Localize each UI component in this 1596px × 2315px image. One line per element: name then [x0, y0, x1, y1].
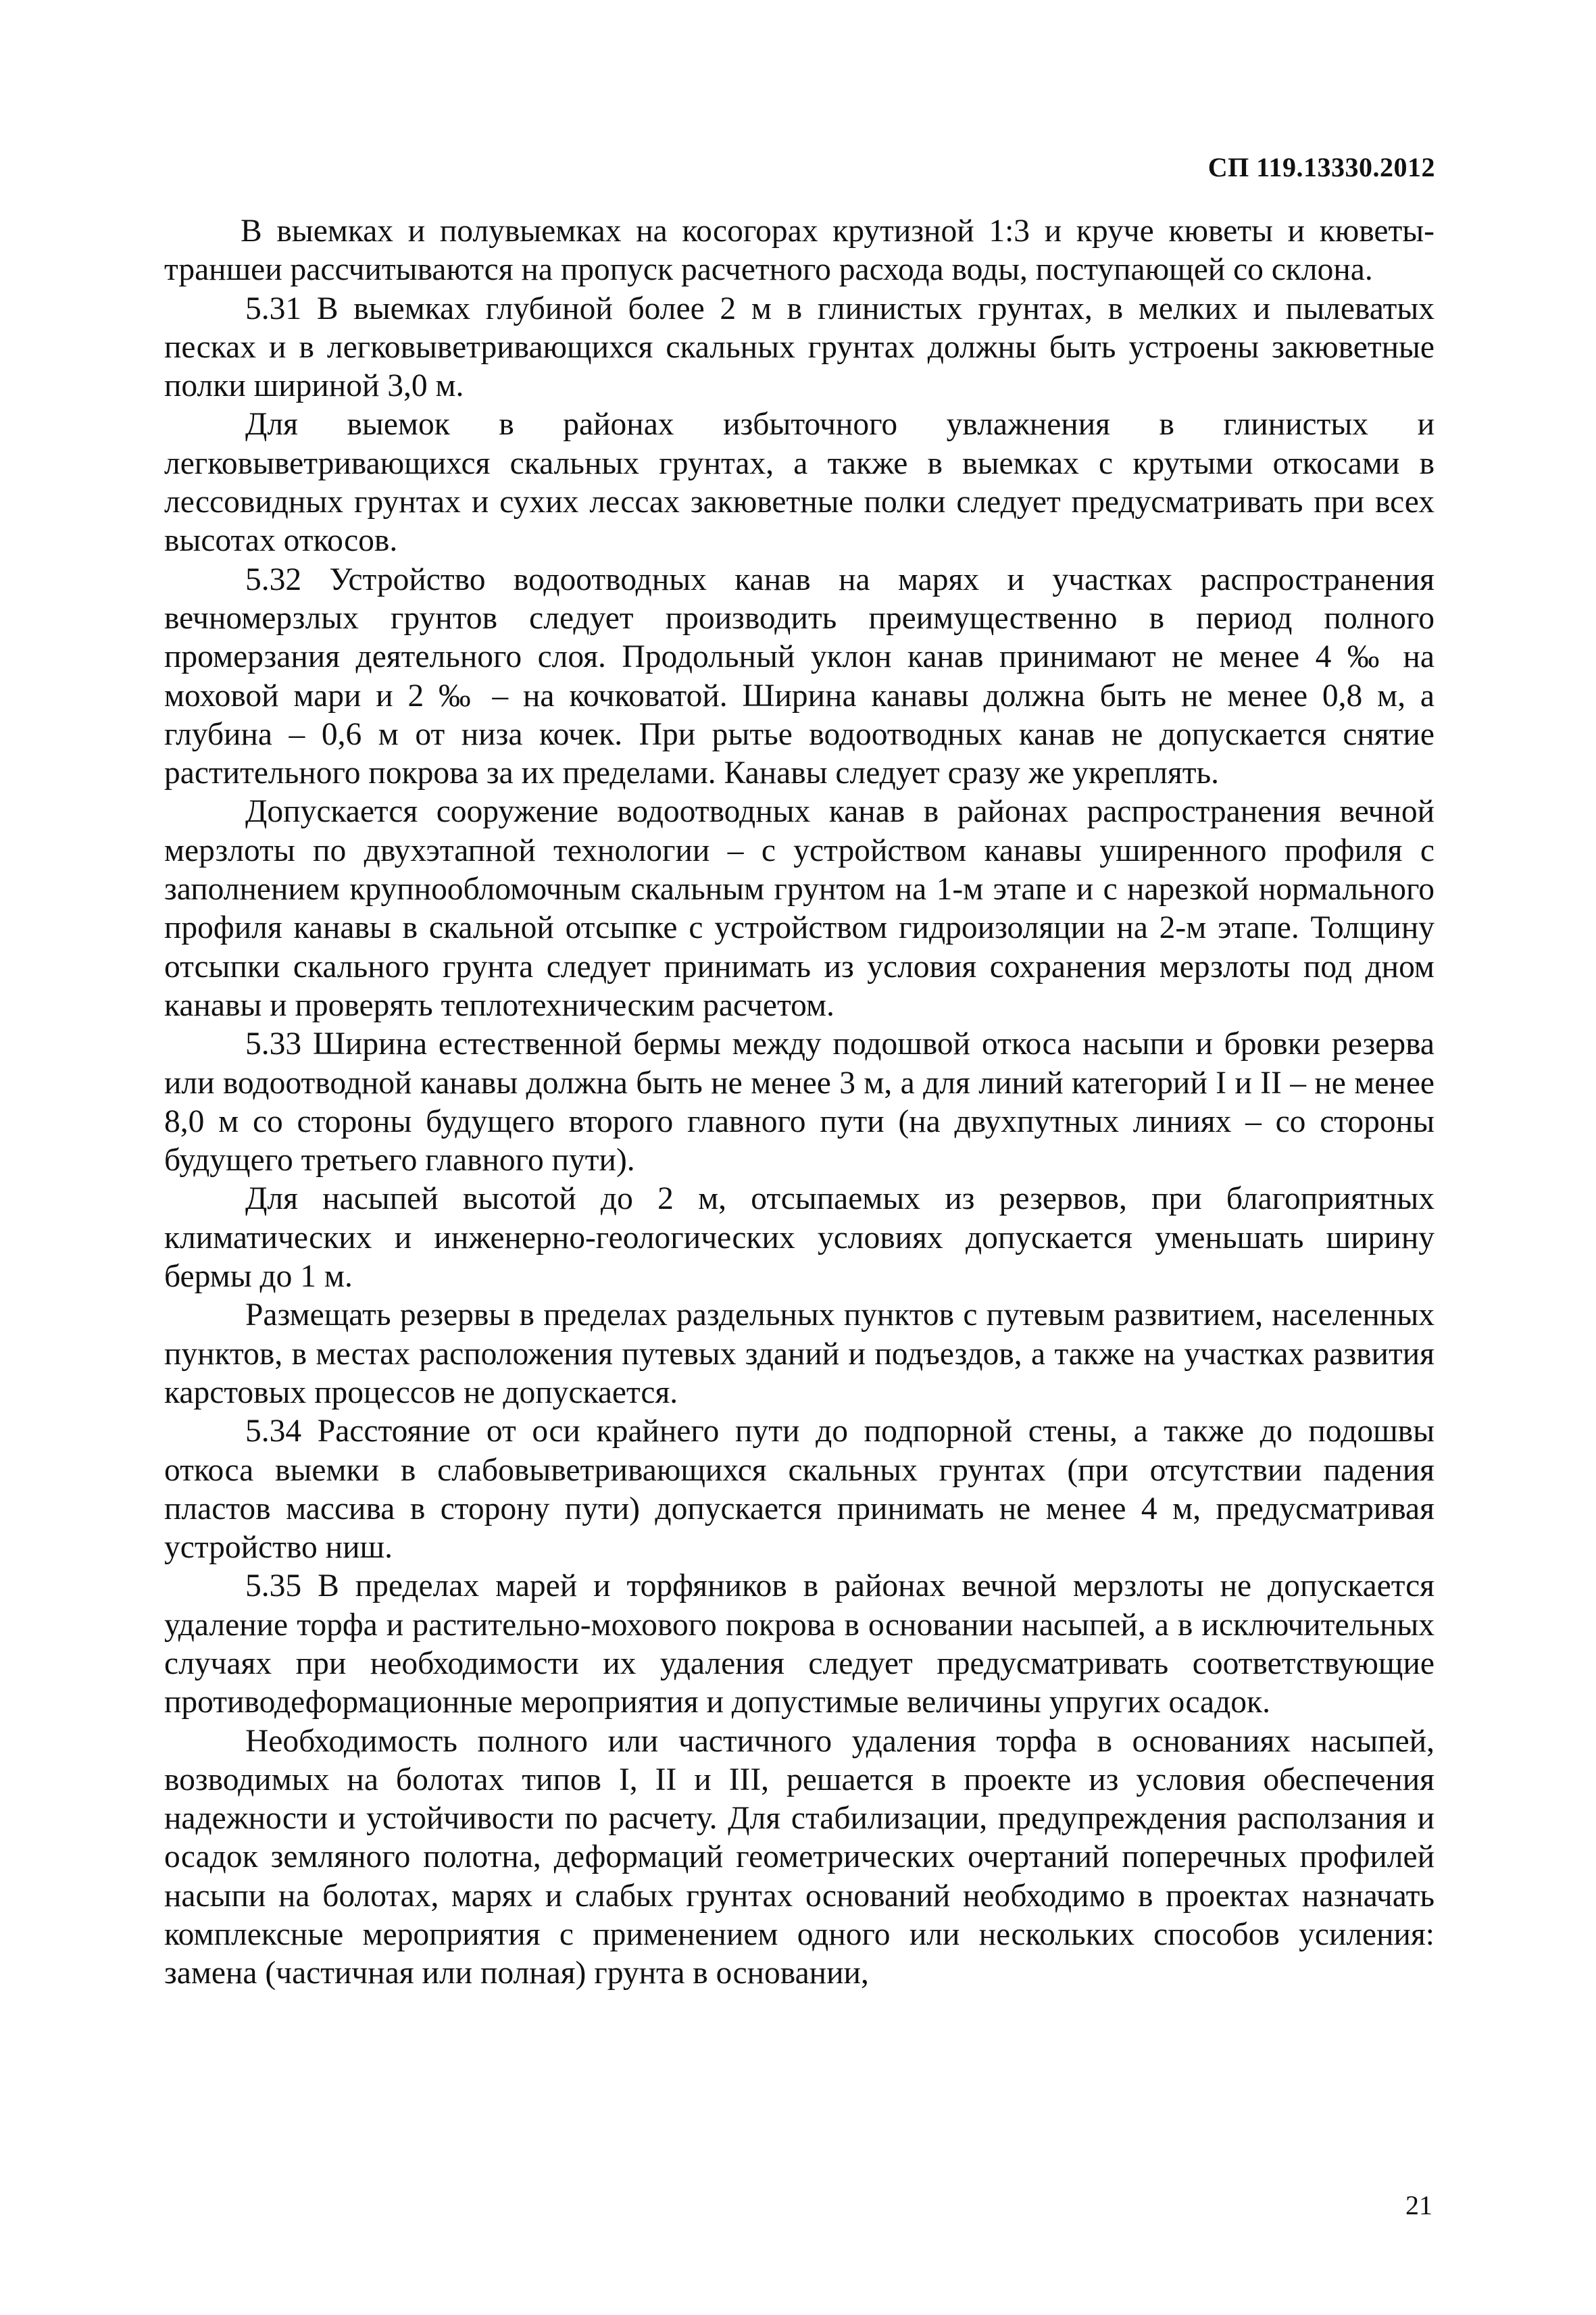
paragraph-5-31: 5.31 В выемках глубиной более 2 м в глинистых грунтах, в мелких и пылеватых песках и в легковыветривающихся скальных грунтах должны быть устроены закюветные полки шириной 3,0 м. — [164, 291, 1435, 404]
paragraph-5-34: 5.34 Расстояние от оси крайнего пути до подпорной стены, а также до подошвы откоса выемки в слабовыветривающихся скальных грунтах (при отсутствии падения пластов массива в сторону пути) допускается принимать не менее 4 м, предусматривая устройство ниш. — [164, 1414, 1435, 1566]
paragraph-5-33: 5.33 Ширина естественной бермы между подошвой откоса насыпи и бровки резерва или водоотводной канавы должна быть не менее 3 м, а для линий категорий I и II – не менее 8,0 м со стороны будущего второго главного пути (на двухпутных линиях – со стороны будущего третьего главного пути). — [164, 1026, 1435, 1178]
paragraph-5-33-cont-2: Размещать резервы в пределах раздельных пунктов с путевым развитием, населенных пунктов, в местах расположения путевых зданий и подъездов, а также на участках развития карстовых процессов не допускается. — [164, 1297, 1435, 1410]
paragraph-5-32-cont: Допускается сооружение водоотводных канав в районах распространения вечной мерзлоты по двухэтапной технологии – с устройством канавы уширенного профиля с заполнением крупнообломочным скальным грунтом на 1-м этапе и с нарезкой нормального профиля канавы в скальной отсыпке с устройством гидроизоляции на 2-м этапе. Толщину отсыпки скального грунта следует принимать из условия сохранения мерзлоты под дном канавы и проверять теплотехническим расчетом. — [164, 794, 1435, 1023]
paragraph-ditches-slopes: В выемках и полувыемках на косогорах крутизной 1:3 и круче кюветы и кюветы-траншеи рассчитываются на пропуск расчетного расхода воды, поступающей со склона. — [164, 214, 1435, 288]
document-code-header: СП 119.13330.2012 — [1207, 152, 1435, 182]
page-number: 21 — [1405, 2190, 1432, 2220]
paragraph-5-32: 5.32 Устройство водоотводных канав на марях и участках распространения вечномерзлых грунтов следует производить преимущественно в период полного промерзания деятельного слоя. Продольный уклон канав принимают не менее 4 ‰ на моховой мари и 2 ‰ – на кочковатой. Ширина канавы должна быть не менее 0,8 м, а глубина – 0,6 м от низа кочек. При рытье водоотводных канав не допускается снятие растительного покрова за их пределами. Канавы следует сразу же укреплять. — [164, 562, 1435, 791]
paragraph-5-35: 5.35 В пределах марей и торфяников в районах вечной мерзлоты не допускается удаление торфа и растительно-мохового покрова в основании насыпей, а в исключительных случаях при необходимости их удаления следует предусматривать соответствующие противодеформационные мероприятия и допустимые величины упругих осадок. — [164, 1568, 1435, 1720]
paragraph-5-35-cont: Необходимость полного или частичного удаления торфа в основаниях насыпей, возводимых на болотах типов I, II и III, решается в проекте из условия обеспечения надежности и устойчивости по расчету. Для стабилизации, предупреждения расползания и осадок земляного полотна, деформаций геометрических очертаний поперечных профилей насыпи на болотах, марях и слабых грунтах оснований необходимо в проектах назначать комплексные мероприятия с применением одного или нескольких способов усиления: замена (частичная или полная) грунта в основании, — [164, 1723, 1435, 1991]
paragraph-5-31-cont: Для выемок в районах избыточного увлажнения в глинистых и легковыветривающихся скальных грунтах, а также в выемках с крутыми откосами в лессовидных грунтах и сухих лессах закюветные полки следует предусматривать при всех высотах откосов. — [164, 407, 1435, 559]
paragraph-5-33-cont-1: Для насыпей высотой до 2 м, отсыпаемых из резервов, при благоприятных климатических и инженерно-геологических условиях допускается уменьшать ширину бермы до 1 м. — [164, 1181, 1435, 1295]
body-text — [164, 212, 1435, 1993]
